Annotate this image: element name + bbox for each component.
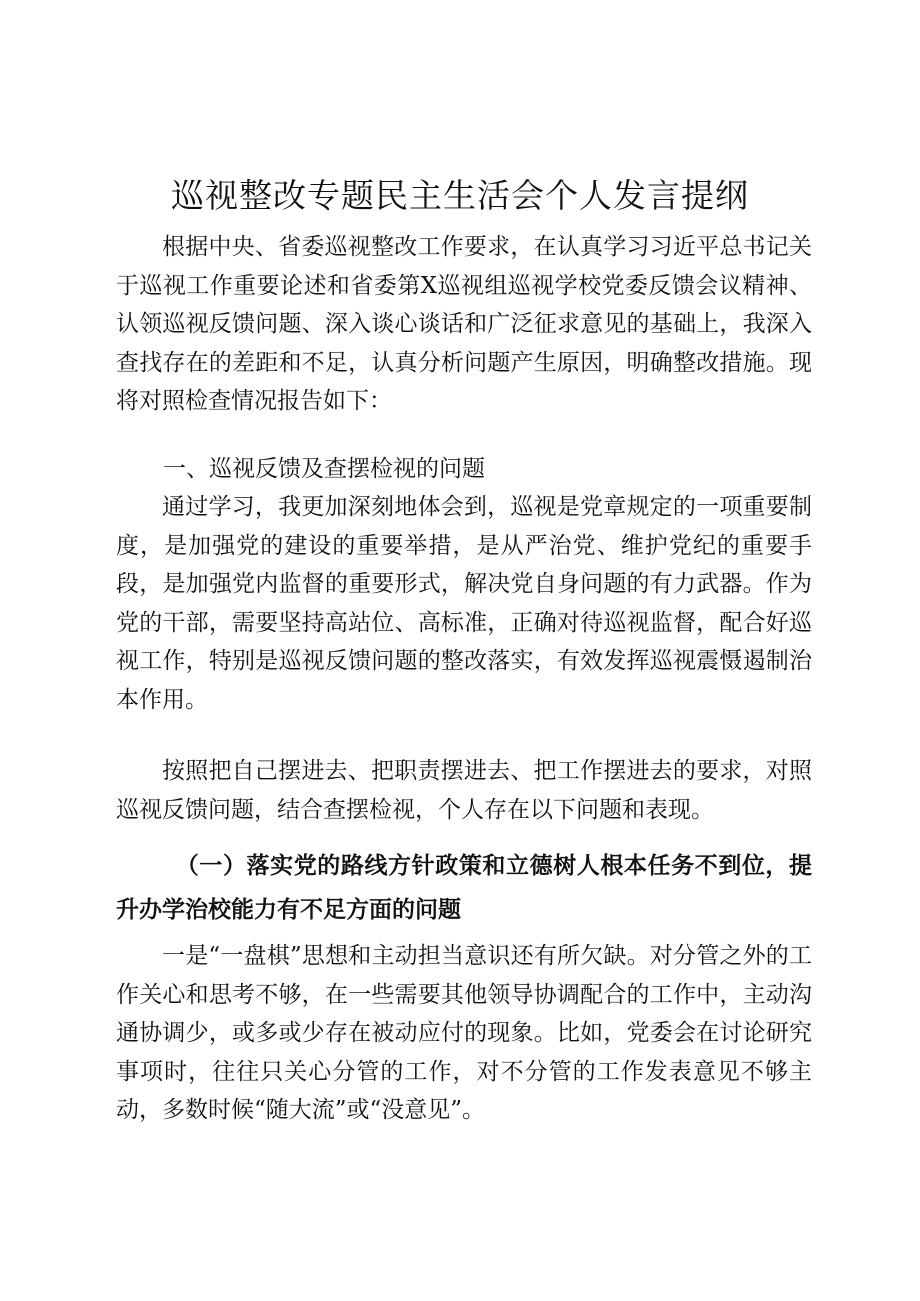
document-title: 巡视整改专题民主生活会个人发言提纲 bbox=[171, 176, 749, 215]
subsection-heading-1: （一）落实党的路线方针政策和立德树人根本任务不到位，提升办学治校能力有不足方面的问题 bbox=[116, 852, 812, 923]
section-heading-1: 一、巡视反馈及查摆检视的问题 bbox=[163, 456, 485, 482]
section1-paragraph-2: 按照把自己摆进去、把职责摆进去、把工作摆进去的要求，对照巡视反馈问题，结合查摆检视，个人存在以下问题和表现。 bbox=[116, 758, 812, 823]
subsection1-paragraph-1: 一是“一盘棋”思想和主动担当意识还有所欠缺。对分管之外的工作关心和思考不够，在一些需要其他领导协调配合的工作中，主动沟通协调少，或多或少存在被动应付的现象。比如，党委会在讨论研究事项时，往往只关心分管的工作，对不分管的工作发表意见不够主动，多数时候“随大流”或“没意见”。 bbox=[116, 943, 812, 1124]
intro-paragraph: 根据中央、省委巡视整改工作要求，在认真学习习近平总书记关于巡视工作重要论述和省委第Ⅹ巡视组巡视学校党委反馈会议精神、认领巡视反馈问题、深入谈心谈话和广泛征求意见的基础上，我深入查找存在的差距和不足，认真分析问题产生原因，明确整改措施。现将对照检查情况报告如下： bbox=[116, 234, 812, 415]
section1-paragraph-1: 通过学习，我更加深刻地体会到，巡视是党章规定的一项重要制度，是加强党的建设的重要举措，是从严治党、维护党纪的重要手段，是加强党内监督的重要形式，解决党自身问题的有力武器。作为党的干部，需要坚持高站位、高标准，正确对待巡视监督，配合好巡视工作，特别是巡视反馈问题的整改落实，有效发挥巡视震慑遏制治本作用。 bbox=[116, 494, 812, 713]
